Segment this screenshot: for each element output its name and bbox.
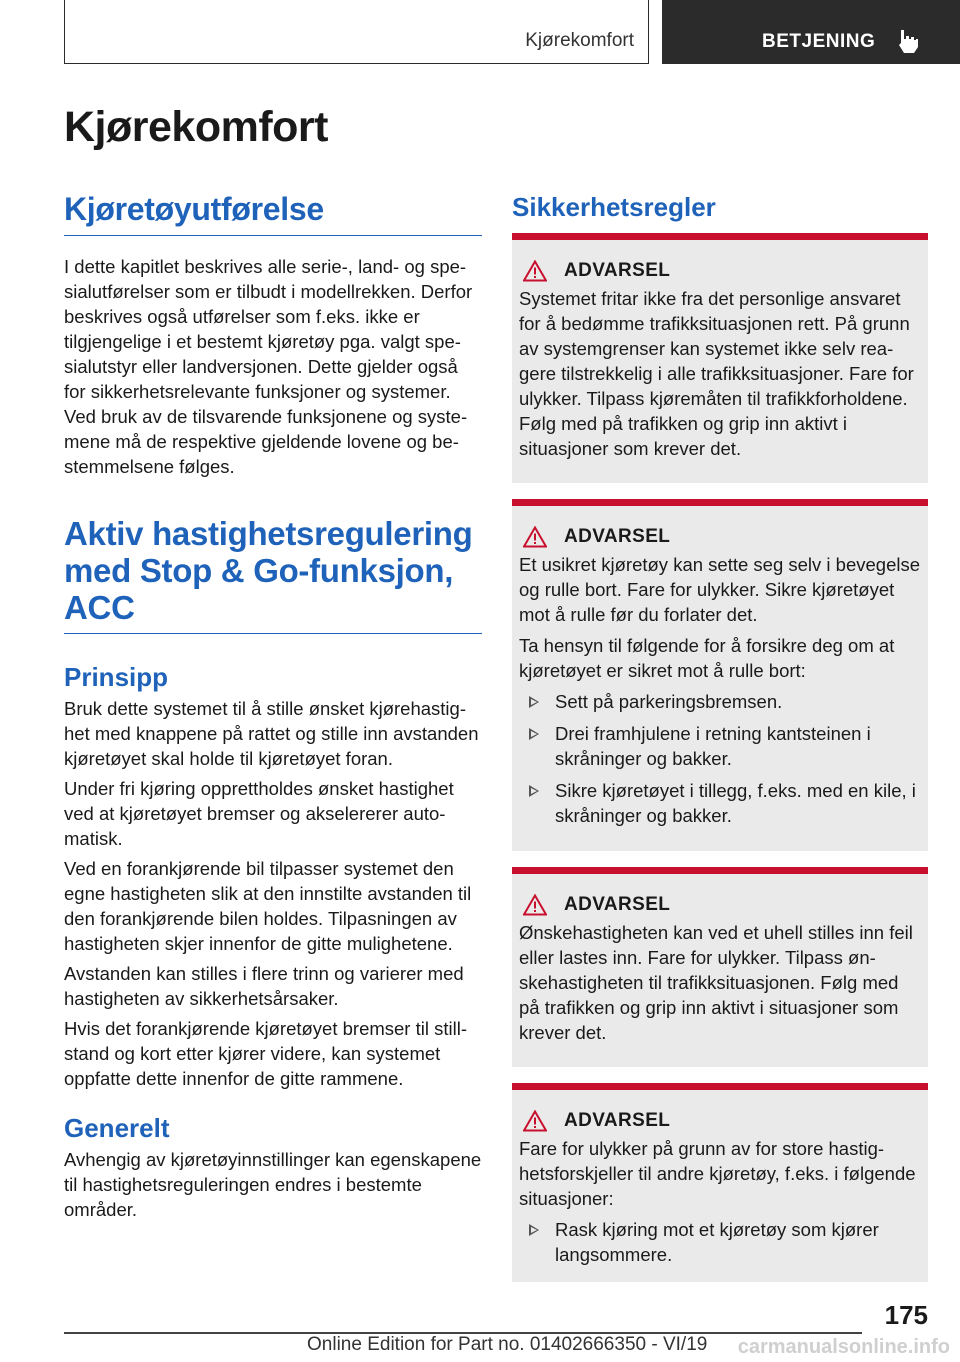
principle-heading: Prinsipp <box>64 662 169 692</box>
safety-heading: Sikkerhetsregler <box>512 192 716 222</box>
warning-title-row <box>519 894 920 916</box>
bullet-triangle-icon <box>529 1224 539 1236</box>
warning-title-row <box>519 526 920 548</box>
general-text: Avhengig av kjøretøyinnstillinger kan egenskapene til hastighetsreguleringen endres i bestemte områder. <box>64 1149 482 1220</box>
warning-text: Ta hensyn til følgende for å forsikre deg om at kjøretøyet er sikret mot å rulle bort: <box>519 635 895 681</box>
principle-paragraph: Ved en forankjørende bil tilpasser systemet den egne hastigheten slik at den innstilte avstanden til den forankjørende bilen holdes. Tilpasningen av hastigheten skjer innenfor de gitte mulighetene. <box>64 858 472 954</box>
bullet-triangle-icon <box>529 785 539 797</box>
warning-title-row <box>519 260 920 282</box>
warning-box <box>512 499 928 851</box>
warning-triangle-icon <box>523 260 547 282</box>
warning-triangle-icon <box>523 526 547 548</box>
page-number: 175 <box>884 1300 928 1330</box>
principle-paragraph: Bruk dette systemet til å stille ønsket kjørehastighet med knappene på rattet og stille inn avstanden kjøretøyet skal holde til kjøretøyet foran. <box>64 698 479 769</box>
principle-paragraph: Hvis det forankjørende kjøretøyet bremser til stillstand og kort etter kjører videre, kan systemet oppfatte dette innenfor de gitte rammene. <box>64 1018 468 1089</box>
warning-title-row <box>519 1110 920 1132</box>
list-item: Rask kjøring mot et kjøretøy som kjører langsommere. <box>519 1217 920 1267</box>
vehicle-text: I dette kapitlet beskrives alle serie-, land- og spesialutførelser som er tilbudt i modellrekken. Derfor beskrives også utførelser som f.eks. ikke er tilgjengelige i et bestemt kjøretøy pga. valgt spesialutstyr eller landversjonen. Dette gjelder også for sikkerhetsrelevante funksjoner og systemer. Ved bruk av de tilsvarende funksjonene og systemene må de respektive gjeldende lovene og bestemmelsene følges. <box>64 256 473 477</box>
warning-title: ADVARSEL <box>564 1110 671 1131</box>
warning-triangle-icon <box>523 1110 547 1132</box>
warning-text: Systemet fritar ikke fra det personlige ansvaret for å bedømme trafikksituasjonen rett. På grunn av systemgrenser kan systemet ikke selv reagere tilstrekkelig i alle trafikksituasjoner. Fare for ulykker. Tilpass kjøremåten til trafikkforholdene. Følg med på trafikken og grip inn aktivt i situasjoner som krever det. <box>519 288 914 459</box>
pointing-hand-icon <box>896 28 920 54</box>
warning-title: ADVARSEL <box>564 894 671 915</box>
right-column <box>512 190 928 1298</box>
acc-heading: Aktiv hastighetsregulering med Stop & Go-funksjon, ACC <box>64 515 482 634</box>
general-heading: Generelt <box>64 1113 170 1143</box>
principle-paragraph: Under fri kjøring opprettholdes ønsket hastighet ved at kjøretøyet bremser og akselererer automatisk. <box>64 778 454 849</box>
header-chapter-label: BETJENING <box>762 31 876 52</box>
header-section-tab <box>64 0 649 64</box>
warning-title: ADVARSEL <box>564 260 671 281</box>
header-section-label: Kjørekomfort <box>525 30 634 51</box>
list-item: Drei framhjulene i retning kantsteinen i skråninger og bakker. <box>519 721 920 771</box>
warning-title: ADVARSEL <box>564 526 671 547</box>
watermark: carmanualsonline.info <box>737 1336 950 1358</box>
warning-box <box>512 233 928 483</box>
bullet-triangle-icon <box>529 728 539 740</box>
left-column <box>64 190 482 1227</box>
list-item: Sikre kjøretøyet i tillegg, f.eks. med en kile, i skråninger og bakker. <box>519 778 920 828</box>
warning-text: Ønskehastigheten kan ved et uhell stilles inn feil eller lastes inn. Fare for ulykker. Tilpass ønskehastigheten til trafikksituasjonen. Følg med på trafikken og grip inn aktivt i situasjoner som krever det. <box>519 922 913 1043</box>
warning-box <box>512 867 928 1067</box>
warning-list <box>519 1217 920 1267</box>
principle-paragraph: Avstanden kan stilles i flere trinn og varierer med hastigheten av sikkerhetsårsaker. <box>64 963 464 1009</box>
warning-text: Fare for ulykker på grunn av for store hastighetsforskjeller til andre kjøretøy, f.eks. i følgende situasjoner: <box>519 1138 916 1209</box>
warning-box <box>512 1083 928 1282</box>
page-title: Kjørekomfort <box>64 103 328 151</box>
list-item: Sett på parkeringsbremsen. <box>519 689 920 714</box>
warning-text: Et usikret kjøretøy kan sette seg selv i bevegelse og rulle bort. Fare for ulykker. Sikre kjøretøyet mot å rulle før du forlater det. <box>519 554 921 625</box>
footer-edition: Online Edition for Part no. 01402666350 - VI/19 <box>307 1334 708 1355</box>
vehicle-heading: Kjøretøyutførelse <box>64 190 482 236</box>
warning-triangle-icon <box>523 894 547 916</box>
warning-list <box>519 689 920 828</box>
bullet-triangle-icon <box>529 696 539 708</box>
